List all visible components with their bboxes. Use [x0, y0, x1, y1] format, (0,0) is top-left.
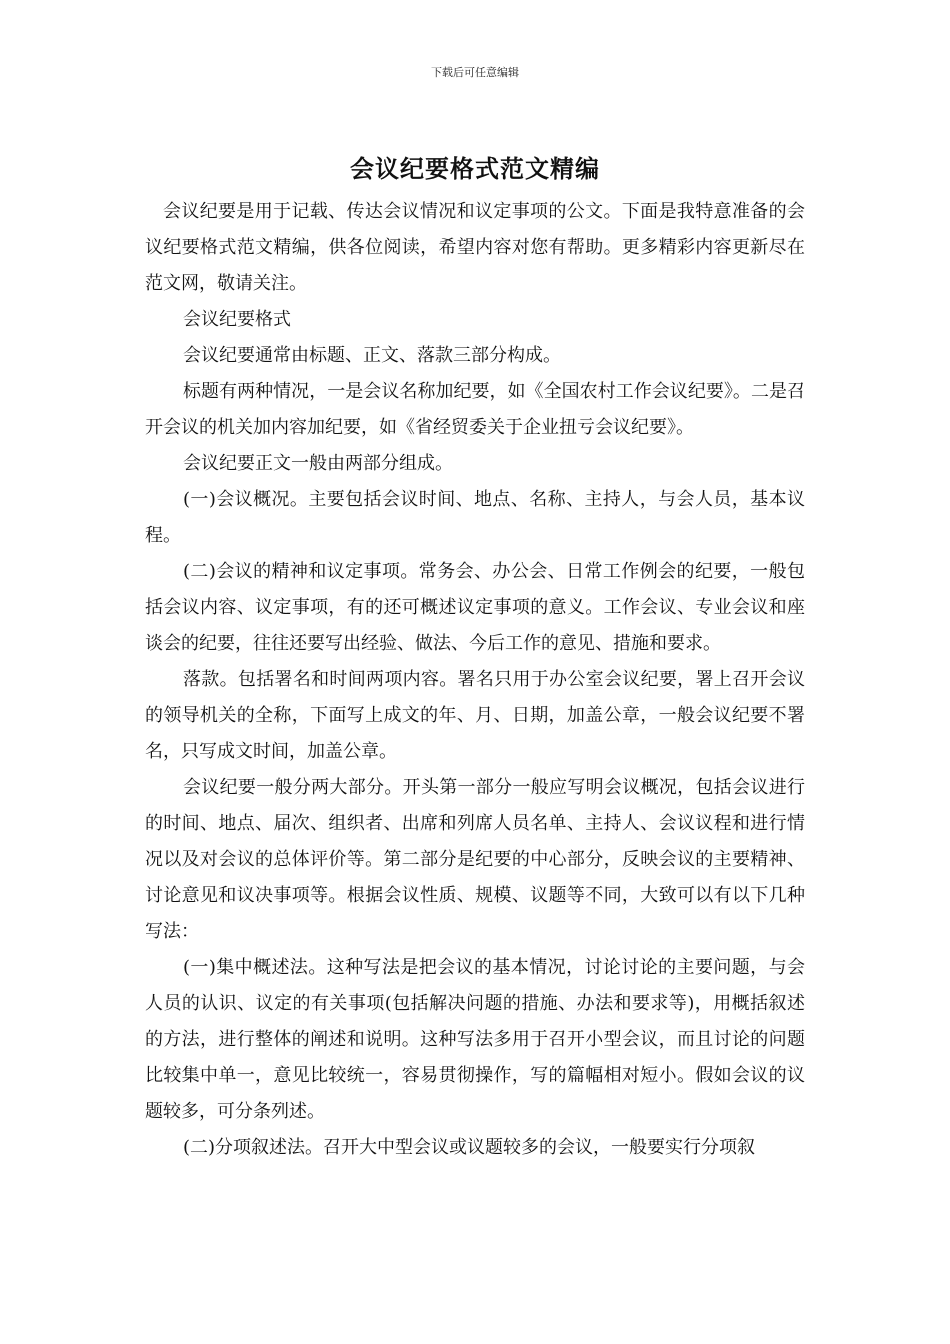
paragraph-meeting-overview: (一)会议概况。主要包括会议时间、地点、名称、主持人，与会人员，基本议程。 — [145, 489, 805, 546]
paragraph-meeting-spirit: (二)会议的精神和议定事项。常务会、办公会、日常工作例会的纪要，一般包括会议内容、议定事项，有的还可概述议定事项的意义。工作会议、专业会议和座谈会的纪要，往往还要写出经验、做法、今后工作的意见、措施和要求。 — [145, 561, 805, 654]
paragraph-summary-method: (一)集中概述法。这种写法是把会议的基本情况，讨论讨论的主要问题，与会人员的认识、议定的有关事项(包括解决问题的措施、办法和要求等)，用概括叙述的方法，进行整体的阐述和说明。这种写法多用于召开小型会议，而且讨论的问题比较集中单一，意见比较统一，容易贯彻操作，写的篇幅相对短小。假如会议的议题较多，可分条列述。 — [145, 957, 805, 1122]
paragraph-structure: 会议纪要通常由标题、正文、落款三部分构成。 — [183, 345, 561, 366]
document-title: 会议纪要格式范文精编 — [350, 154, 600, 183]
paragraph-itemized-method: (二)分项叙述法。召开大中型会议或议题较多的会议，一般要实行分项叙 — [183, 1137, 756, 1158]
paragraph-intro: 会议纪要是用于记载、传达会议情况和议定事项的公文。下面是我特意准备的会议纪要格式范文精编，供各位阅读，希望内容对您有帮助。更多精彩内容更新尽在范文网，敬请关注。 — [145, 201, 805, 294]
page-header-note: 下载后可任意编辑 — [431, 66, 519, 79]
paragraph-heading-format: 会议纪要格式 — [183, 309, 291, 330]
paragraph-body-parts: 会议纪要正文一般由两部分组成。 — [183, 453, 453, 474]
document-body — [145, 194, 805, 1166]
paragraph-signature: 落款。包括署名和时间两项内容。署名只用于办公室会议纪要，署上召开会议的领导机关的全称，下面写上成文的年、月、日期，加盖公章，一般会议纪要不署名，只写成文时间，加盖公章。 — [145, 669, 805, 762]
paragraph-two-parts: 会议纪要一般分两大部分。开头第一部分一般应写明会议概况，包括会议进行的时间、地点、届次、组织者、出席和列席人员名单、主持人、会议议程和进行情况以及对会议的总体评价等。第二部分是纪要的中心部分，反映会议的主要精神、讨论意见和议决事项等。根据会议性质、规模、议题等不同，大致可以有以下几种写法： — [145, 777, 805, 942]
paragraph-title-types: 标题有两种情况，一是会议名称加纪要，如《全国农村工作会议纪要》。二是召开会议的机关加内容加纪要，如《省经贸委关于企业扭亏会议纪要》。 — [145, 381, 805, 438]
